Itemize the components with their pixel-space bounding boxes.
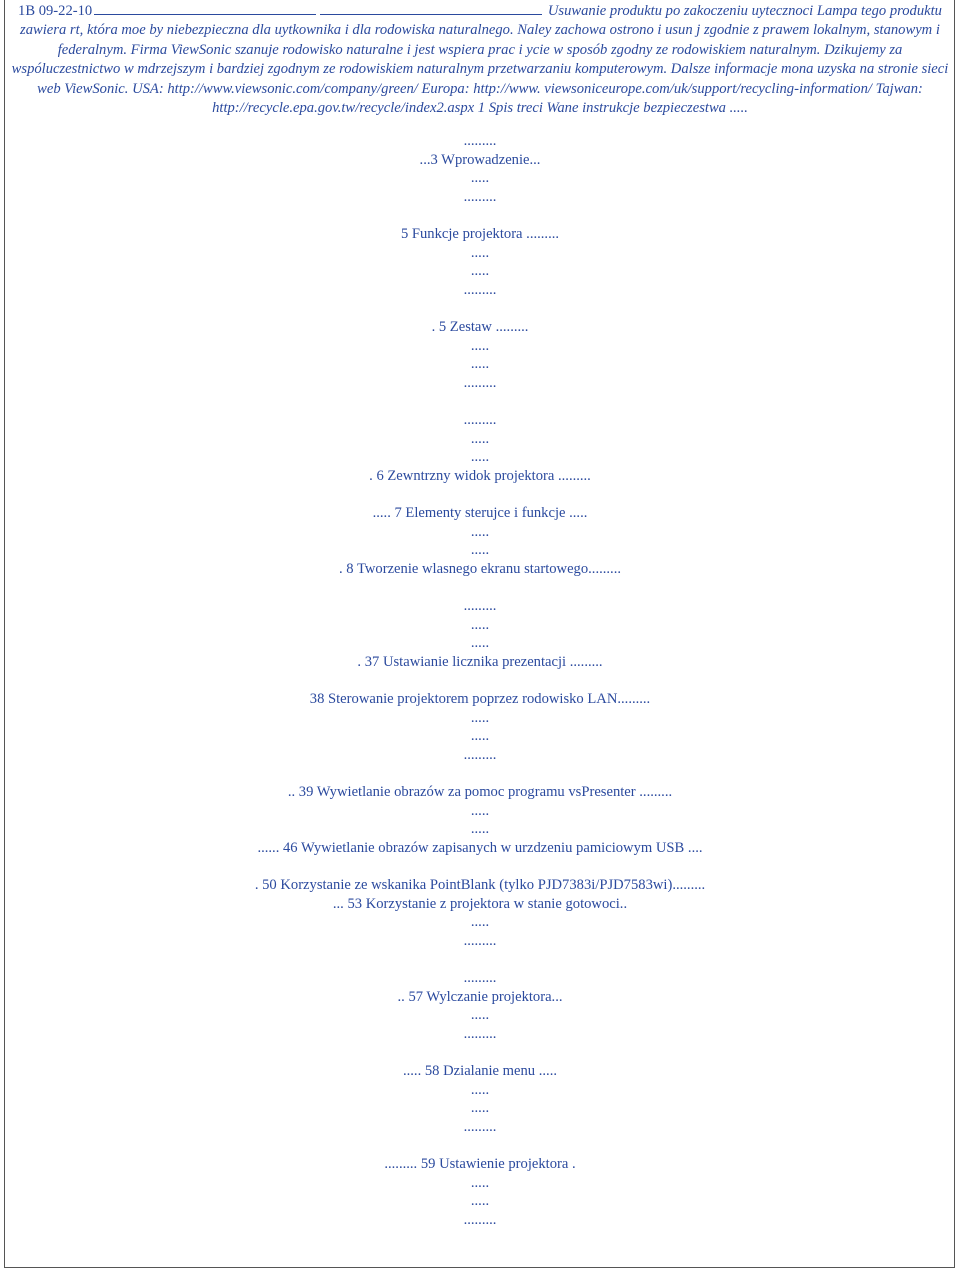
toc-line: . 6 Zewntrzny widok projektora ......... [369,467,591,484]
toc-line: ..... [470,1174,490,1191]
toc-line: ..... [470,244,490,261]
toc-line: ..... [470,1007,490,1024]
toc-line: ..... [470,523,490,540]
toc-line: ..... [470,709,490,726]
toc-line: ......... [463,133,497,149]
toc-line: ..... 58 Dzialanie menu ..... [402,1063,557,1079]
toc-line: ..... [470,356,490,373]
toc-line: ......... [463,188,497,205]
toc-line: ..... [470,914,490,931]
toc-line: ..... 7 Elementy sterujce i funkcje ..... [372,505,588,521]
toc-line: ..... [470,263,490,280]
toc-line: ......... [463,281,497,298]
toc-line: ..... [470,1100,490,1117]
toc-line: ...3 Wprowadzenie... [419,151,541,168]
toc-line: ......... [463,1211,497,1228]
toc-line: ..... [470,728,490,745]
toc-line: .. 57 Wylczanie projektora... [397,988,563,1005]
toc-line: ..... [470,1081,490,1098]
toc-line: ......... [463,374,497,391]
intro-paragraph [6,2,954,118]
toc-line: ..... [470,170,490,187]
toc-line: ...... 46 Wywietlanie obrazów zapisanych w urzdzeniu pamiciowym USB .... [257,839,703,856]
toc-line: ..... [470,616,490,633]
doc-code: 1B 09-22-10 [18,3,93,19]
toc-line: 38 Sterowanie projektorem poprzez rodowisko LAN......... [309,691,651,707]
toc-line: ......... [463,970,497,986]
intro-text: Usuwanie produktu po zakoczeniu uytecznoci Lampa tego produktu zawiera rt, która moe by niebezpieczna dla uytkownika i dla rodowiska naturalnego. Naley zachowa ostrono i usun j zgodnie z prawem lokalnym, stanowym i federalnym. Firma ViewSonic szanuje rodowisko naturalne i jest wspiera prac i ycie w sposób zgodny ze rodowiskiem naturalnym. Dzikujemy za wspóluczestnictwo w mdrzejszym i bardziej zgodnym ze rodowiskiem naturalnym przetwarzaniu komputerowym. Dalsze informacje mona uzyska na stronie sieci web ViewSonic. USA: http://www.viewsonic.com/company/green/ Europa: http://www. viewsoniceurope.com/uk/support/recycling-information/ Tajwan: http://recycle.epa.gov.tw/recycle/index2.aspx 1 Spis treci Wane instrukcje bezpieczestwa ..... [11,3,949,117]
toc-line: ..... [470,635,490,652]
toc-line: . 5 Zestaw ......... [431,319,529,335]
toc-line: ..... [470,821,490,838]
toc-line: ......... [463,598,497,614]
toc-line: ......... 59 Ustawienie projektora . [384,1156,576,1172]
toc-line: ..... [470,1193,490,1210]
toc-line: . 37 Ustawianie licznika prezentacji ......... [357,653,603,670]
toc-line: ..... [470,542,490,559]
toc-line: ..... [470,449,490,466]
toc-line: .. 39 Wywietlanie obrazów za pomoc programu vsPresenter ......... [287,784,673,800]
toc-line: ..... [470,430,490,447]
toc-line: ......... [463,932,497,949]
toc-line: ... 53 Korzystanie z projektora w stanie gotowoci.. [332,895,628,912]
toc-line: ..... [470,802,490,819]
toc-line: 5 Funkcje projektora ......... [400,226,560,242]
toc-line: ..... [470,337,490,354]
underline-rule [94,13,316,15]
underline-rule [320,13,542,15]
toc-line: ......... [463,412,497,428]
toc-line: . 8 Tworzenie wlasnego ekranu startowego......... [339,560,621,577]
toc-line: ......... [463,1118,497,1135]
toc-line: . 50 Korzystanie ze wskanika PointBlank (tylko PJD7383i/PJD7583wi)......... [254,877,706,893]
toc-line: ......... [463,746,497,763]
toc-line: ......... [463,1025,497,1042]
